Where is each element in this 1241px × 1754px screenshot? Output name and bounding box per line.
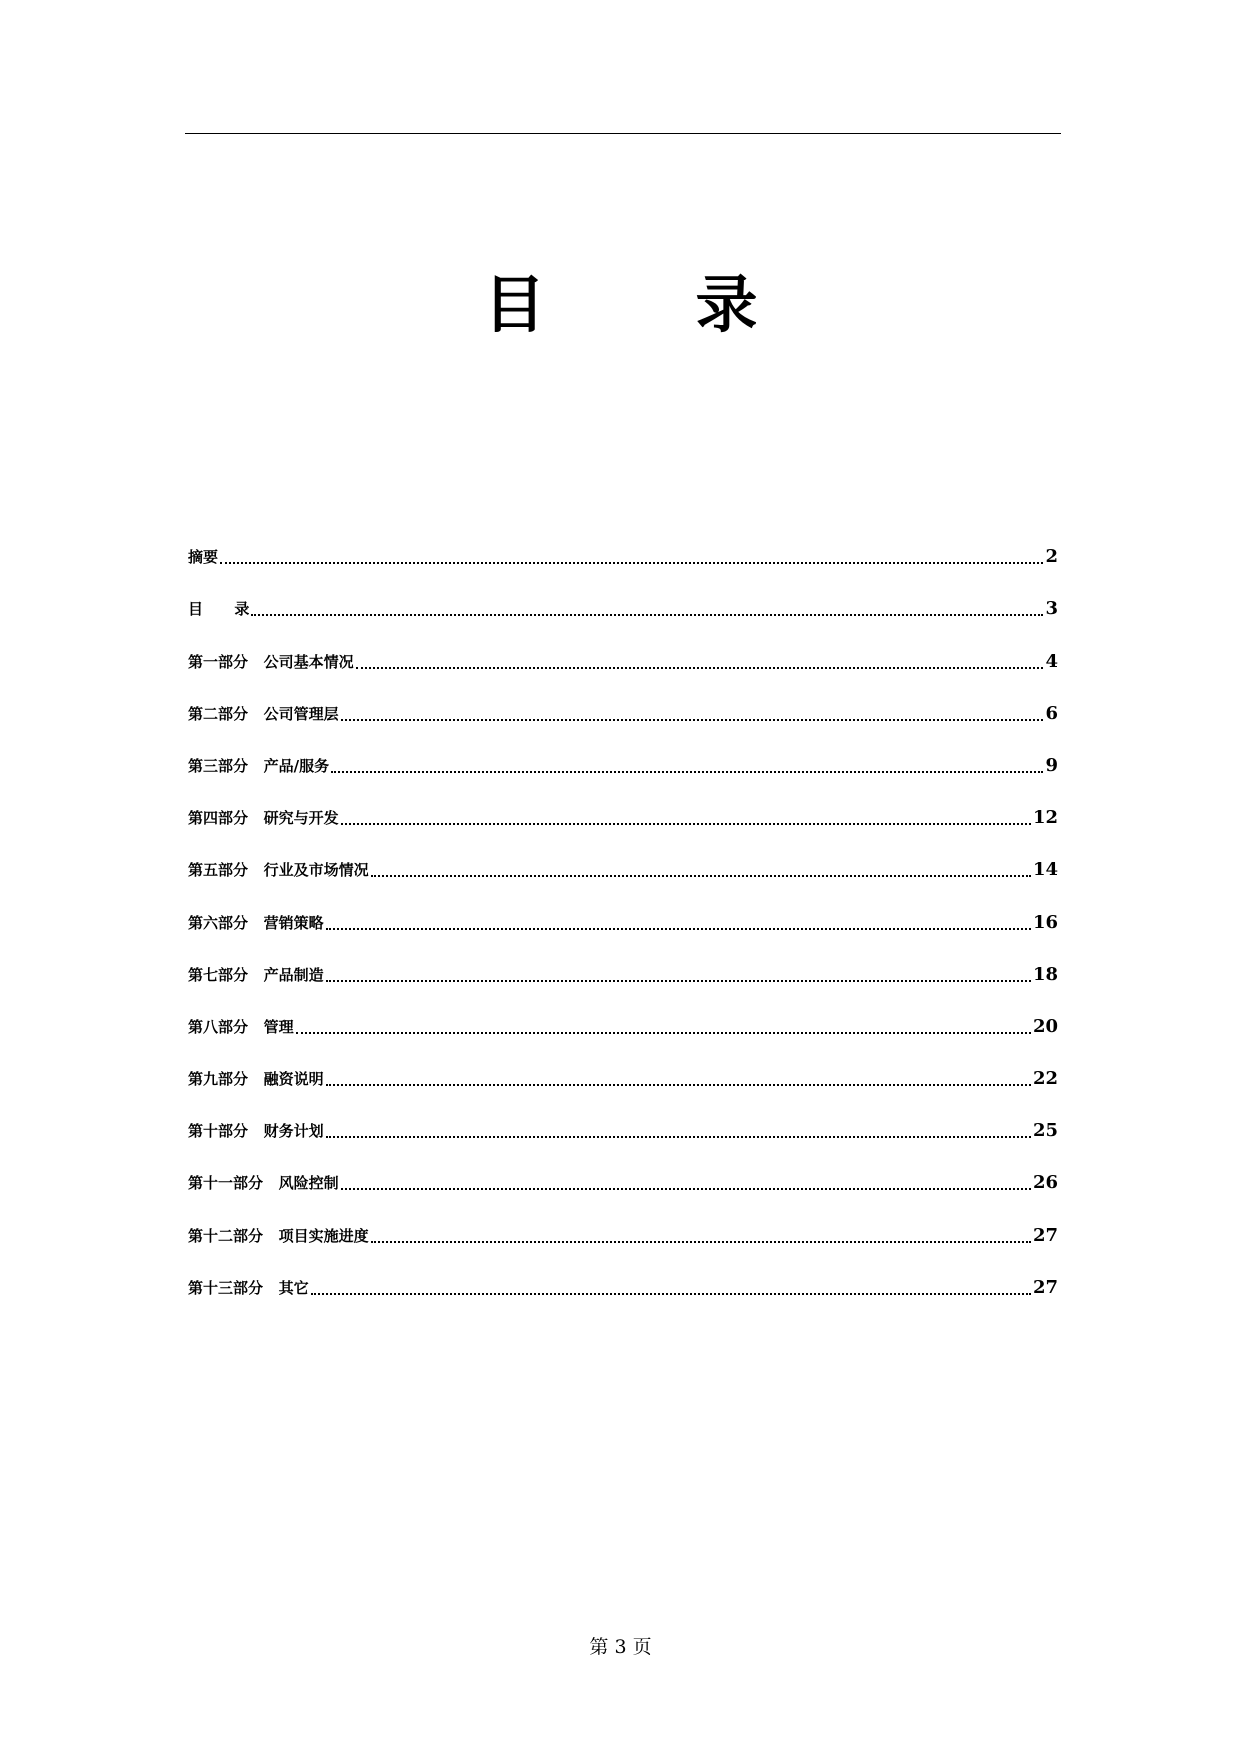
- table-of-contents: [188, 516, 1058, 1299]
- toc-dot-leader: [326, 980, 1031, 982]
- toc-dot-leader: [326, 1084, 1031, 1086]
- toc-title-char-2: 录: [695, 268, 758, 341]
- toc-dot-leader: [326, 928, 1031, 930]
- toc-entry-label: 第十一部分 风险控制: [188, 1174, 339, 1193]
- toc-entry-page: 27: [1032, 1276, 1058, 1298]
- toc-entry-label: 第十部分 财务计划: [188, 1122, 324, 1141]
- toc-entry-label: 第七部分 产品制造: [188, 965, 324, 984]
- toc-entry-label: 第一部分 公司基本情况: [188, 652, 354, 671]
- toc-entry[interactable]: [188, 1194, 1058, 1246]
- toc-dot-leader: [331, 771, 1043, 773]
- toc-entry-label: 摘要: [188, 548, 219, 567]
- toc-dot-leader: [341, 823, 1031, 825]
- toc-entry-page: 22: [1032, 1068, 1058, 1090]
- toc-entry-label: 第二部分 公司管理层: [188, 704, 339, 723]
- toc-entry[interactable]: [188, 829, 1058, 881]
- toc-dot-leader: [220, 562, 1043, 564]
- toc-entry[interactable]: [188, 881, 1058, 933]
- toc-dot-leader: [311, 1293, 1031, 1295]
- toc-entry-page: 2: [1045, 546, 1058, 568]
- toc-dot-leader: [371, 1241, 1031, 1243]
- toc-dot-leader: [341, 719, 1044, 721]
- toc-dot-leader: [296, 1032, 1031, 1034]
- toc-entry[interactable]: [188, 986, 1058, 1038]
- toc-entry-label: 第五部分 行业及市场情况: [188, 861, 369, 880]
- toc-entry-label: 第四部分 研究与开发: [188, 809, 339, 828]
- toc-entry-label: 第六部分 营销策略: [188, 913, 324, 932]
- toc-entry-page: 4: [1045, 650, 1058, 672]
- toc-entry-page: 6: [1045, 702, 1058, 724]
- toc-entry[interactable]: [188, 620, 1058, 672]
- toc-entry[interactable]: [188, 1247, 1058, 1299]
- toc-title: [0, 255, 1241, 344]
- toc-entry-page: 9: [1045, 754, 1058, 776]
- toc-entry-page: 12: [1032, 807, 1058, 829]
- toc-entry-page: 16: [1032, 911, 1058, 933]
- toc-entry[interactable]: [188, 1038, 1058, 1090]
- toc-dot-leader: [341, 1188, 1031, 1190]
- toc-entry-label: 第十三部分 其它: [188, 1278, 309, 1297]
- toc-entry[interactable]: [188, 934, 1058, 986]
- page-footer: 第 3 页: [589, 1636, 652, 1658]
- toc-entry-page: 3: [1045, 598, 1058, 620]
- toc-entry-page: 25: [1032, 1120, 1058, 1142]
- toc-dot-leader: [371, 875, 1031, 877]
- toc-entry[interactable]: [188, 777, 1058, 829]
- toc-entry-label: 目 录: [188, 600, 250, 619]
- toc-entry-page: 27: [1032, 1224, 1058, 1246]
- header-rule: [185, 133, 1061, 134]
- toc-entry[interactable]: [188, 1142, 1058, 1194]
- toc-entry[interactable]: [188, 568, 1058, 620]
- toc-entry[interactable]: [188, 673, 1058, 725]
- toc-entry[interactable]: [188, 725, 1058, 777]
- toc-entry-page: 26: [1032, 1172, 1058, 1194]
- toc-entry-label: 第十二部分 项目实施进度: [188, 1226, 369, 1245]
- toc-entry-label: 第三部分 产品/服务: [188, 756, 330, 775]
- toc-entry-label: 第八部分 管理: [188, 1017, 294, 1036]
- toc-dot-leader: [326, 1136, 1031, 1138]
- toc-entry[interactable]: [188, 1090, 1058, 1142]
- toc-dot-leader: [356, 667, 1044, 669]
- toc-entry[interactable]: [188, 516, 1058, 568]
- toc-dot-leader: [251, 614, 1043, 616]
- toc-entry-page: 18: [1032, 963, 1058, 985]
- toc-title-char-1: 目: [483, 268, 546, 341]
- toc-entry-page: 20: [1032, 1015, 1058, 1037]
- toc-entry-page: 14: [1032, 859, 1058, 881]
- toc-entry-label: 第九部分 融资说明: [188, 1070, 324, 1089]
